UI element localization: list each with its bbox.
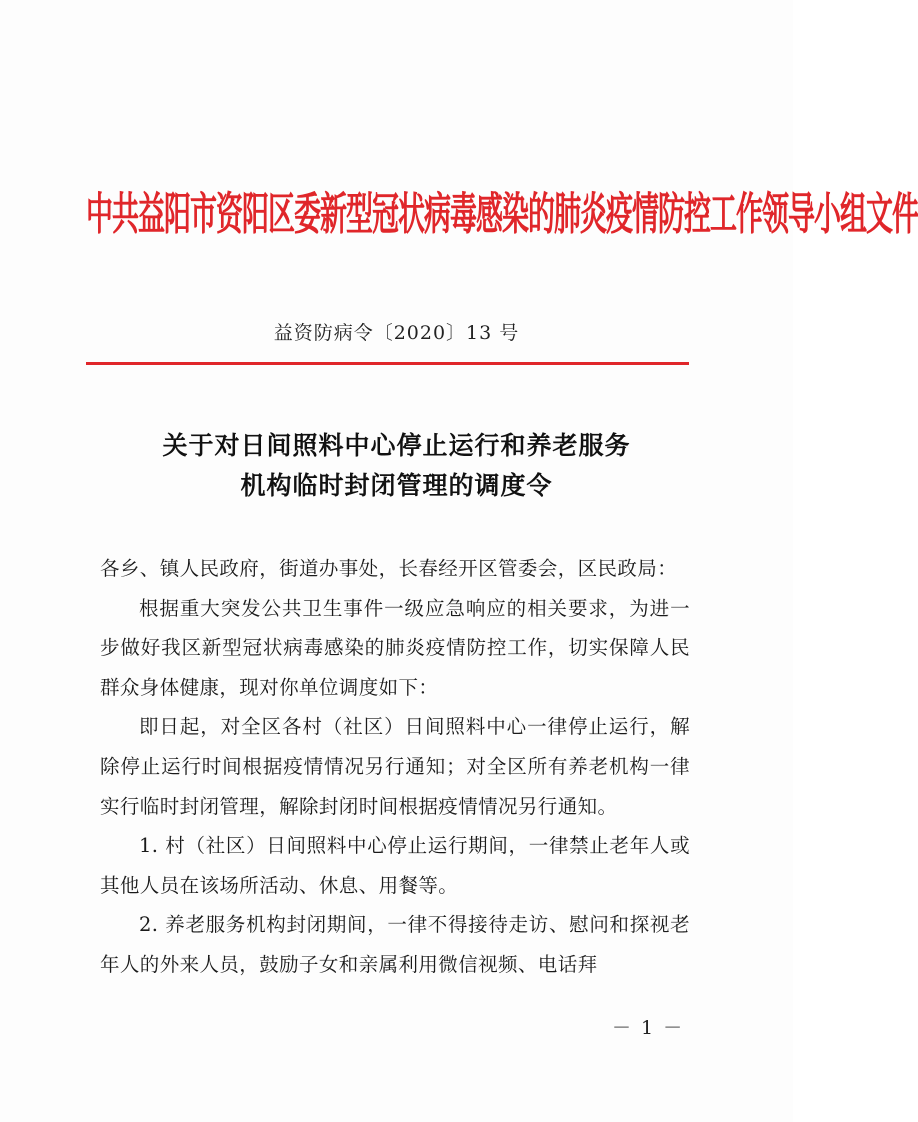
title-line-2: 机构临时封闭管理的调度令 <box>240 471 553 500</box>
document-number: 益资防病令〔2020〕13 号 <box>273 322 520 344</box>
title-line-1: 关于对日间照料中心停止运行和养老服务 <box>162 431 631 460</box>
page-number: － 1 － <box>612 1017 685 1039</box>
document-body <box>100 549 690 985</box>
issuer-header: 中共益阳市资阳区委新型冠状病毒感染的肺炎疫情防控工作领导小组文件 <box>86 189 918 241</box>
body-paragraph: 即日起，对全区各村（社区）日间照料中心一律停止运行，解除停止运行时间根据疫情情况另行通知；对全区所有养老机构一律实行临时封闭管理，解除封闭时间根据疫情情况另行通知。 <box>100 715 690 818</box>
addressee-line: 各乡、镇人民政府，街道办事处，长春经开区管委会，区民政局： <box>100 557 678 580</box>
body-paragraph: 1. 村（社区）日间照料中心停止运行期间，一律禁止老年人或其他人员在该场所活动、休息、用餐等。 <box>100 834 690 897</box>
document-title <box>0 426 793 506</box>
body-paragraph: 根据重大突发公共卫生事件一级应急响应的相关要求，为进一步做好我区新型冠状病毒感染的肺炎疫情防控工作，切实保障人民群众身体健康，现对你单位调度如下： <box>100 596 690 699</box>
body-paragraph: 2. 养老服务机构封闭期间，一律不得接待走访、慰问和探视老年人的外来人员，鼓励子女和亲属利用微信视频、电话拜 <box>100 913 690 976</box>
red-divider-line <box>86 362 689 365</box>
